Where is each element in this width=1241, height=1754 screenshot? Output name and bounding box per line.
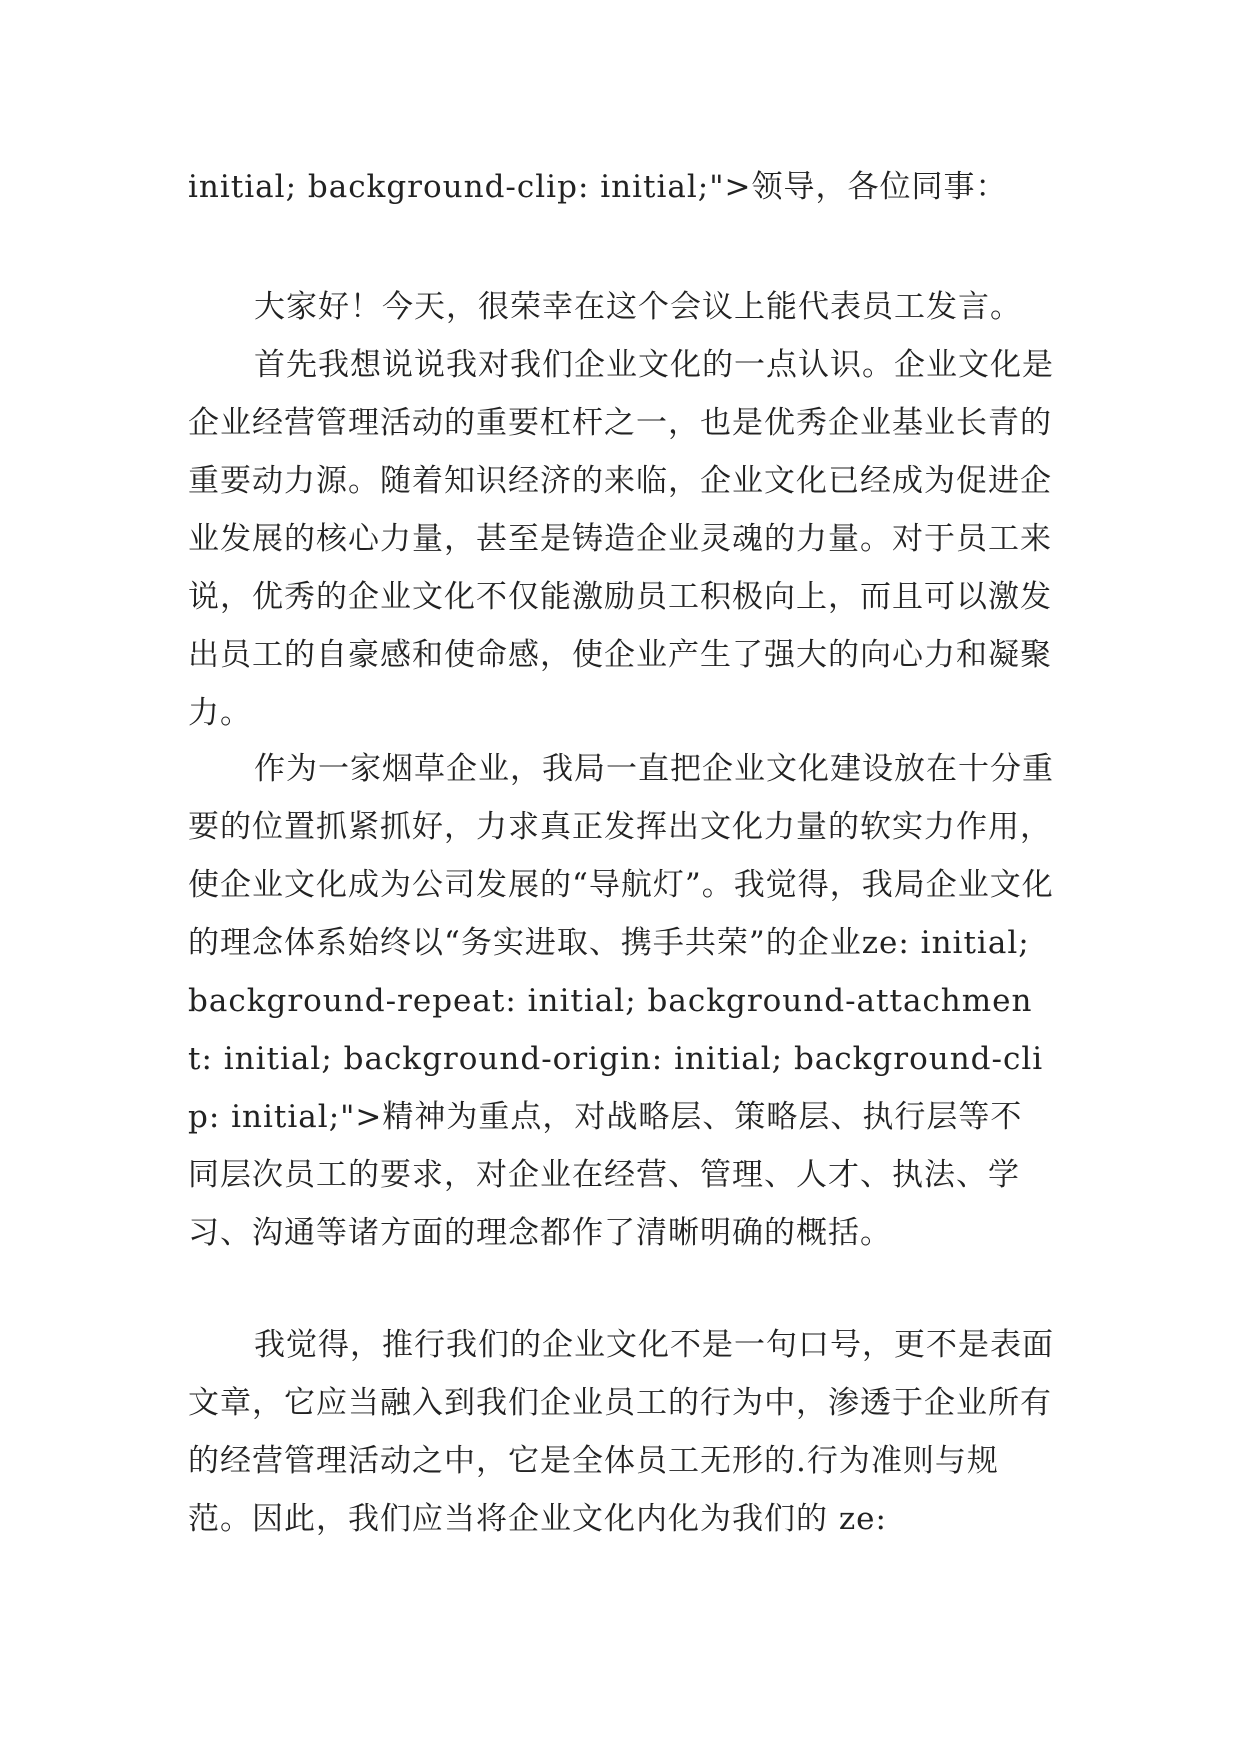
paragraph-culture-construction: 作为一家烟草企业，我局一直把企业文化建设放在十分重要的位置抓紧抓好，力求真正发挥出文化力量的软实力作用，使企业文化成为公司发展的“导航灯”。我觉得，我局企业文化的理念体系始终以“务实进取、携手共荣”的企业ze: initial; background-repeat: initial; background-attachment: initial; background-origin: initial; background-clip: initial;">精神为重点，对战略层、策略层、执行层等不同层次员工的要求，对企业在经营、管理、人才、执法、学习、沟通等诸方面的理念都作了清晰明确的概括。 xyxy=(188,751,1054,1251)
paragraph-culture-practice: 我觉得，推行我们的企业文化不是一句口号，更不是表面文章，它应当融入到我们企业员工的行为中，渗透于企业所有的经营管理活动之中，它是全体员工无形的.行为准则与规范。因此，我们应当将企业文化内化为我们的 ze: xyxy=(188,1327,1054,1537)
paragraph-salutation: initial; background-clip: initial;">领导，各位同事： xyxy=(188,169,1008,205)
paragraph-culture-understanding: 首先我想说说我对我们企业文化的一点认识。企业文化是企业经营管理活动的重要杠杆之一，也是优秀企业基业长青的重要动力源。随着知识经济的来临，企业文化已经成为促进企业发展的核心力量，甚至是铸造企业灵魂的力量。对于员工来说，优秀的企业文化不仅能激励员工积极向上，而且可以激发出员工的自豪感和使命感，使企业产生了强大的向心力和凝聚力。 xyxy=(188,347,1054,731)
paragraph-greeting: 大家好！今天，很荣幸在这个会议上能代表员工发言。 xyxy=(254,289,1022,325)
